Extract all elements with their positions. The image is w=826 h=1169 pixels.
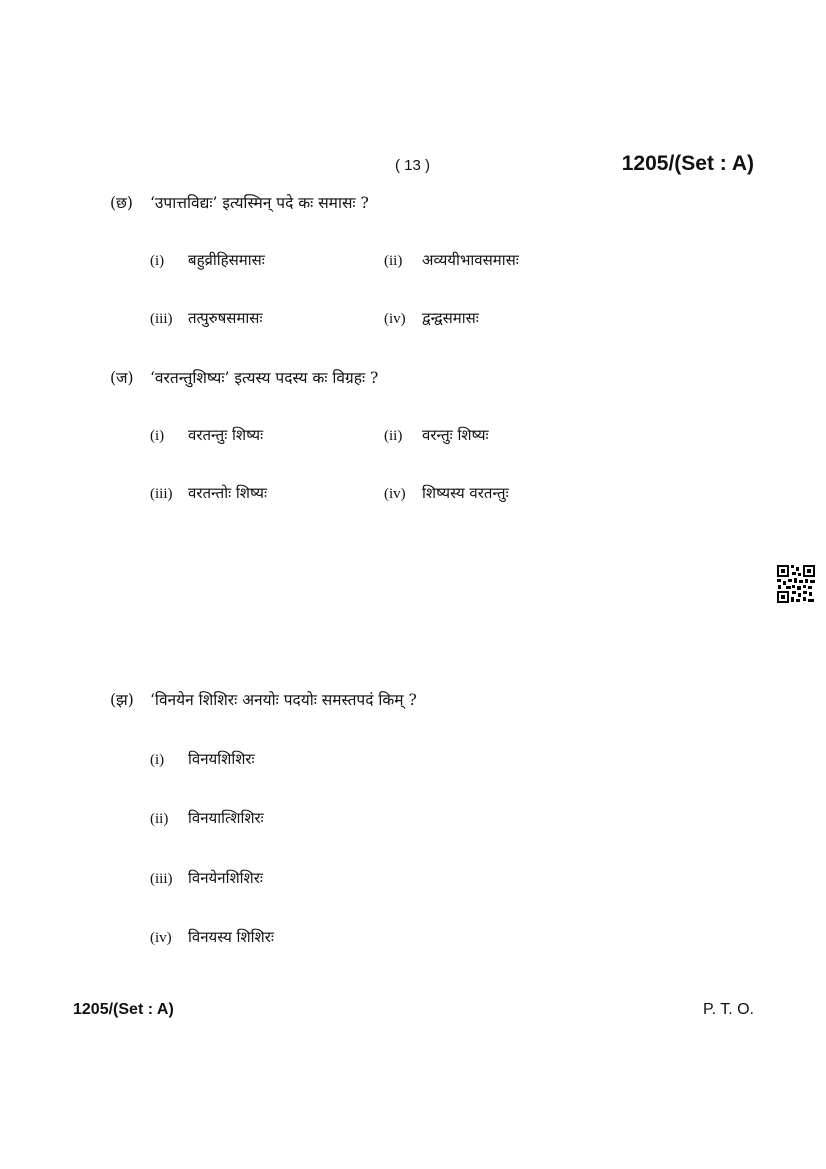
paper-code-footer: 1205/(Set : A) (73, 1001, 174, 1018)
pto-label: P. T. O. (703, 1001, 754, 1018)
option-ja-ii (384, 425, 489, 445)
option-number: (iii) (150, 871, 173, 887)
option-text: अव्ययीभावसमासः (422, 251, 519, 269)
option-number: (iii) (150, 311, 173, 327)
option-jha-iii (150, 868, 263, 888)
question-chha (110, 191, 369, 213)
option-ja-iii (150, 483, 267, 503)
question-label: (छ) (110, 194, 133, 212)
option-text: विनयात्शिशिरः (188, 809, 264, 827)
option-jha-ii (150, 808, 264, 828)
option-text: विनयशिशिरः (188, 750, 255, 768)
option-number: (iv) (150, 930, 172, 946)
option-text: वरन्तुः शिष्यः (422, 426, 489, 444)
option-text: द्वन्द्वसमासः (422, 309, 479, 327)
option-text: तत्पुरुषसमासः (188, 309, 263, 327)
option-number: (ii) (384, 253, 403, 269)
question-text: ‘विनयेन शिशिरः अनयोः पदयोः समस्तपदं किम् ? (150, 691, 417, 709)
option-number: (i) (150, 253, 165, 269)
option-text: वरतन्तुः शिष्यः (188, 426, 264, 444)
qr-code (776, 564, 816, 604)
option-jha-i (150, 749, 255, 769)
paper-code-header: 1205/(Set : A) (621, 152, 754, 175)
option-text: बहुव्रीहिसमासः (188, 251, 265, 269)
option-text: शिष्यस्य वरतन्तुः (422, 484, 509, 502)
option-number: (iii) (150, 486, 173, 502)
option-number: (iv) (384, 486, 406, 502)
question-label: (झ) (110, 691, 134, 709)
question-ja (110, 366, 378, 388)
option-number: (i) (150, 428, 165, 444)
option-chha-ii (384, 250, 519, 270)
option-ja-i (150, 425, 263, 445)
option-number: (iv) (384, 311, 406, 327)
option-chha-iv (384, 308, 479, 328)
question-text: ‘वरतन्तुशिष्यः’ इत्यस्य पदस्य कः विग्रहः ? (150, 369, 379, 387)
question-label: (ज) (110, 369, 134, 387)
page-number: ( 13 ) (395, 157, 431, 174)
option-number: (ii) (384, 428, 403, 444)
option-number: (i) (150, 752, 165, 768)
option-text: विनयेनशिशिरः (188, 869, 263, 887)
question-text: ‘उपात्तविद्यः’ इत्यस्मिन् पदे कः समासः ? (150, 194, 369, 212)
option-number: (ii) (150, 811, 169, 827)
option-jha-iv (150, 927, 274, 947)
option-text: वरतन्तोः शिष्यः (188, 484, 268, 502)
option-chha-iii (150, 308, 262, 328)
option-ja-iv (384, 483, 509, 503)
question-jha (110, 688, 417, 710)
option-text: विनयस्य शिशिरः (188, 928, 274, 946)
option-chha-i (150, 250, 265, 270)
